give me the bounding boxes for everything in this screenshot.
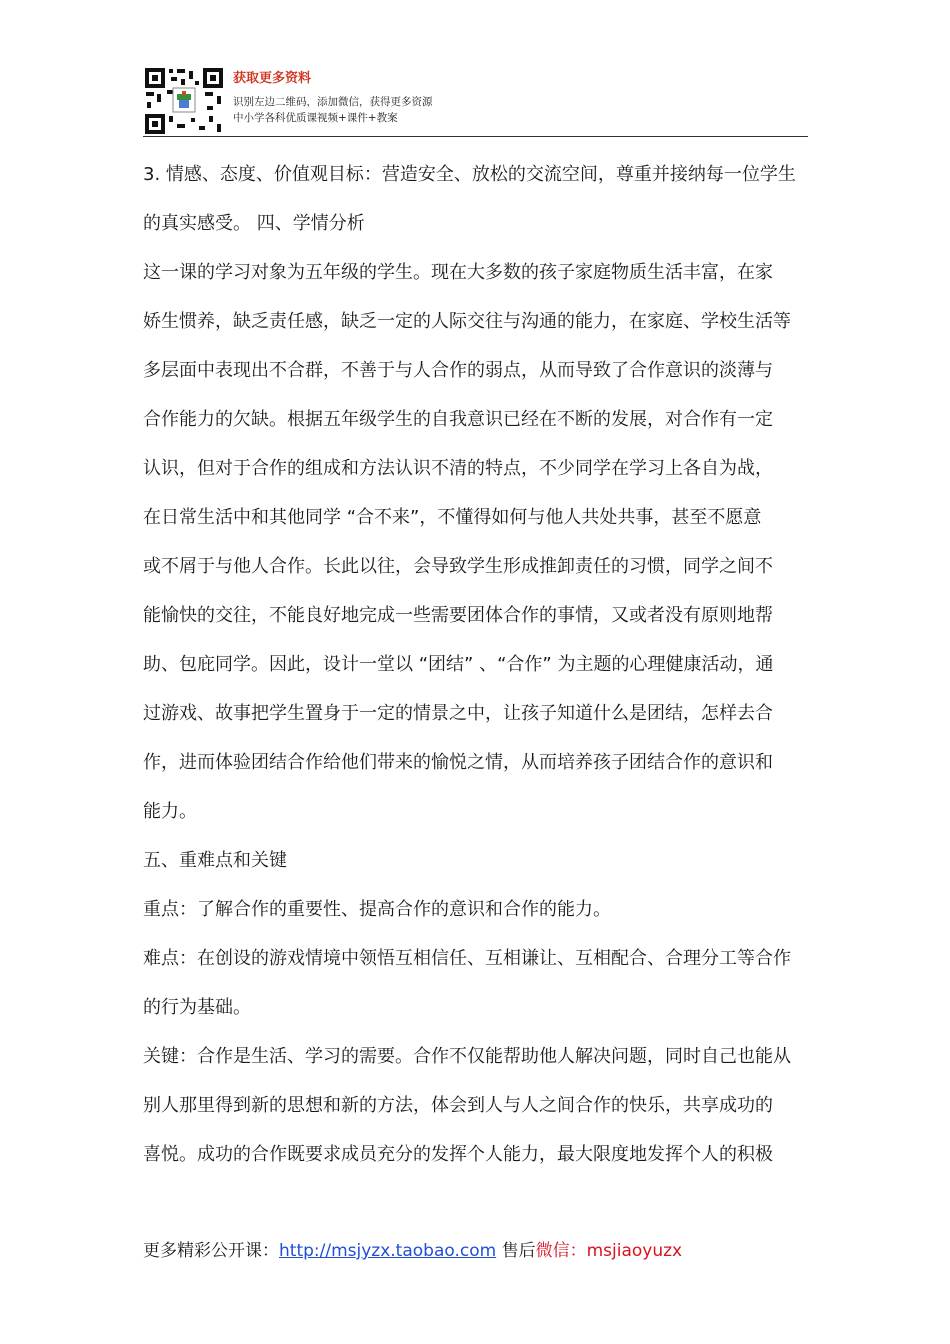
document-body <box>143 150 813 1179</box>
text-line: 认识，但对于合作的组成和方法认识不清的特点，不少同学在学习上各自为战， <box>143 458 773 479</box>
promo-title: 获取更多资料 <box>233 71 312 86</box>
after-sales-label: 售后 <box>496 1241 536 1261</box>
text-line: 能力。 <box>143 801 197 822</box>
text-line: 能愉快的交往，不能良好地完成一些需要团体合作的事情，又或者没有原则地帮 <box>143 605 773 626</box>
wechat-id: msjiaoyuzx <box>586 1241 683 1261</box>
page-header <box>143 62 808 138</box>
text-line: 别人那里得到新的思想和新的方法，体会到人与人之间合作的快乐，共享成功的 <box>143 1095 773 1116</box>
text-line: 过游戏、故事把学生置身于一定的情景之中，让孩子知道什么是团结，怎样去合 <box>143 703 773 724</box>
text-line: 或不屑于与他人合作。长此以往，会导致学生形成推卸责任的习惯，同学之间不 <box>143 556 773 577</box>
text-line: 的行为基础。 <box>143 997 251 1018</box>
promo-line-1: 识别左边二维码，添加微信，获得更多资源 <box>233 96 433 108</box>
footer-prefix: 更多精彩公开课： <box>143 1241 279 1261</box>
text-line: 助、包庇同学。因此，设计一堂以 “团结” 、“合作” 为主题的心理健康活动，通 <box>143 654 774 675</box>
text-line: 作，进而体验团结合作给他们带来的愉悦之情，从而培养孩子团结合作的意识和 <box>143 752 773 773</box>
text-line: 关键：合作是生活、学习的需要。合作不仅能帮助他人解决问题，同时自己也能从 <box>143 1046 791 1067</box>
page-footer <box>143 1240 682 1262</box>
promo-block <box>233 70 433 126</box>
wechat-label: 微信： <box>535 1241 587 1261</box>
text-line: 的真实感受。 四、学情分析 <box>143 213 365 234</box>
header-divider <box>143 136 808 137</box>
text-line: 合作能力的欠缺。根据五年级学生的自我意识已经在不断的发展，对合作有一定 <box>143 409 773 430</box>
store-link[interactable]: http://msjyzx.taobao.com <box>279 1241 497 1261</box>
section-heading: 五、重难点和关键 <box>143 850 287 871</box>
text-line: 在日常生活中和其他同学 “合不来”，不懂得如何与他人共处共事，甚至不愿意 <box>143 507 762 528</box>
text-line: 重点：了解合作的重要性、提高合作的意识和合作的能力。 <box>143 899 611 920</box>
text-line: 多层面中表现出不合群，不善于与人合作的弱点，从而导致了合作意识的淡薄与 <box>143 360 773 381</box>
text-line: 3. 情感、态度、价值观目标：营造安全、放松的交流空间，尊重并接纳每一位学生 <box>143 164 796 185</box>
text-line: 这一课的学习对象为五年级的学生。现在大多数的孩子家庭物质生活丰富，在家 <box>143 262 773 283</box>
qr-code-icon[interactable] <box>143 66 225 136</box>
text-line: 喜悦。成功的合作既要求成员充分的发挥个人能力，最大限度地发挥个人的积极 <box>143 1144 773 1165</box>
promo-line-2: 中小学各科优质课视频+课件+教案 <box>233 112 398 124</box>
text-line: 娇生惯养，缺乏责任感，缺乏一定的人际交往与沟通的能力，在家庭、学校生活等 <box>143 311 791 332</box>
text-line: 难点：在创设的游戏情境中领悟互相信任、互相谦让、互相配合、合理分工等合作 <box>143 948 791 969</box>
